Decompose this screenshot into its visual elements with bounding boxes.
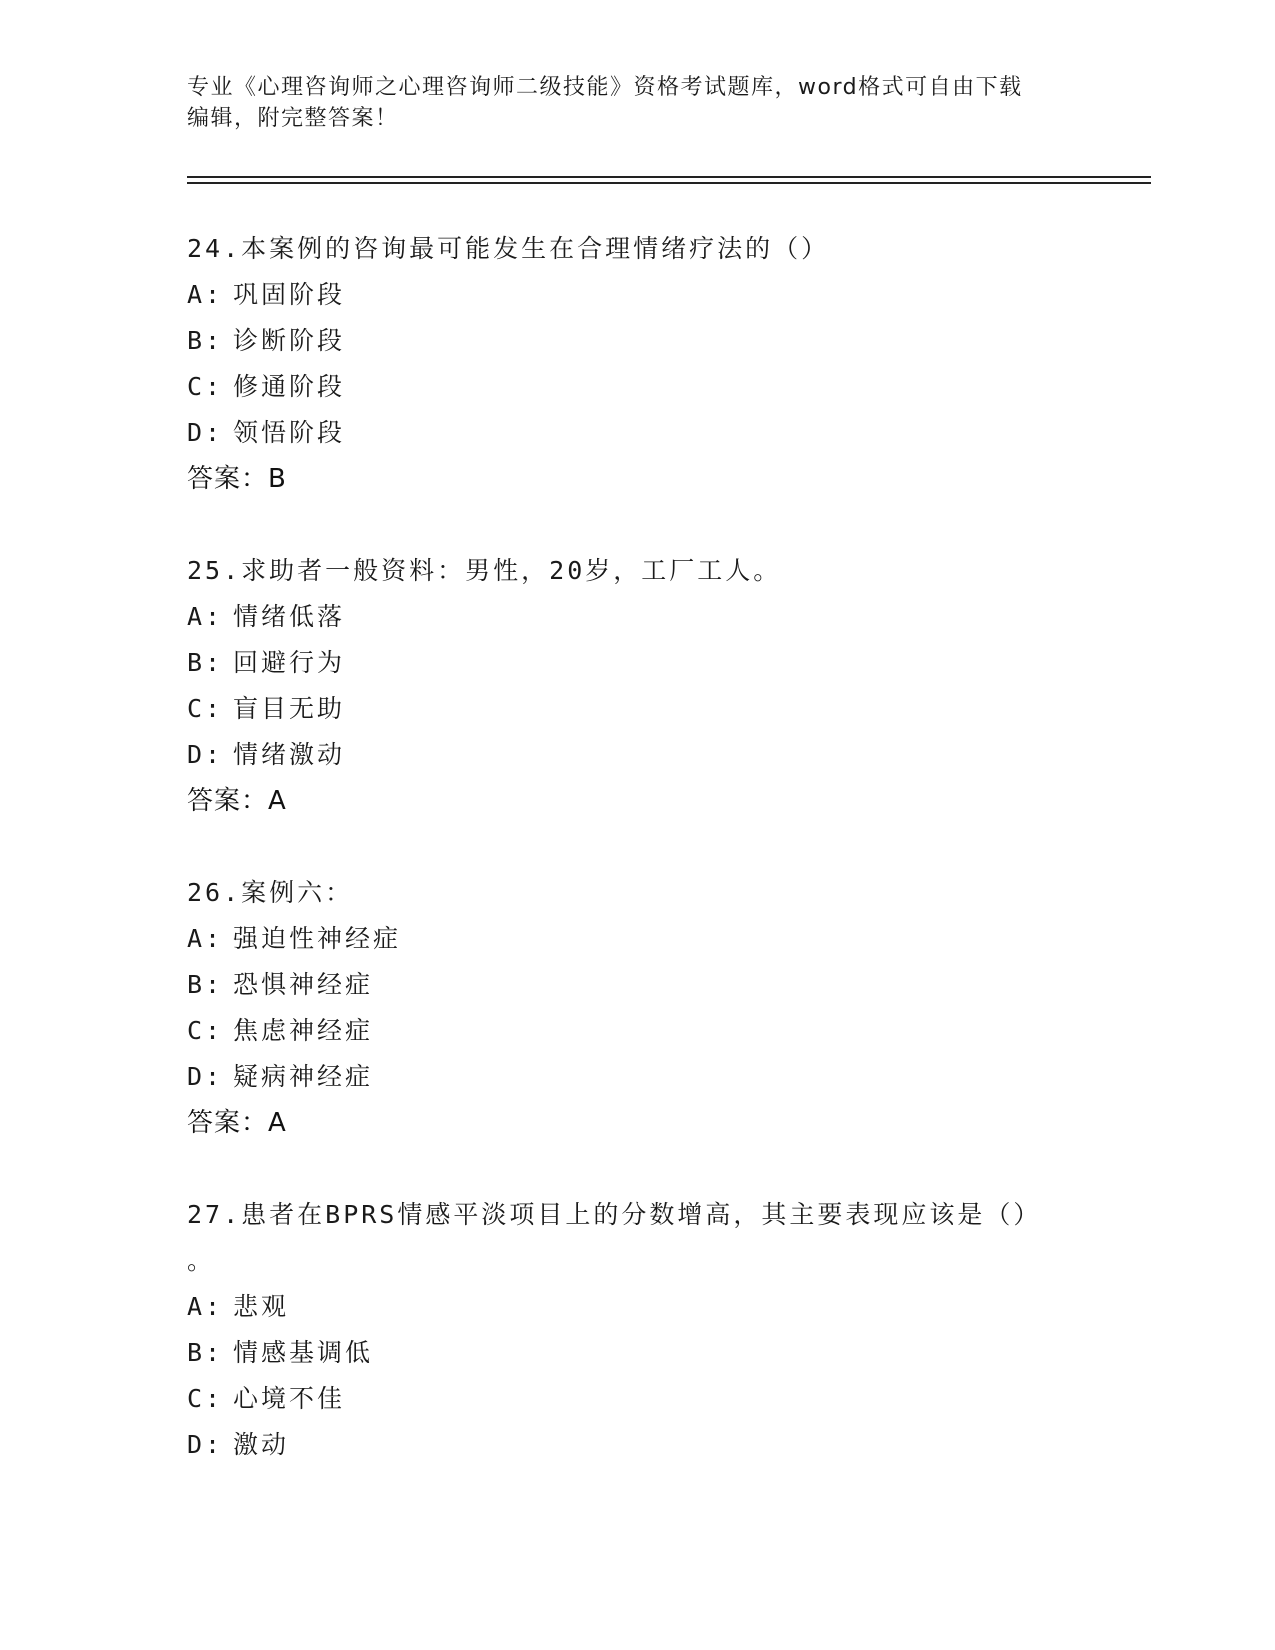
- option-c: [187, 1376, 1087, 1422]
- option-a: [187, 594, 1087, 640]
- option-letter: B:: [187, 648, 224, 677]
- question-stem: 27.患者在BPRS情感平淡项目上的分数增高，其主要表现应该是（）: [187, 1200, 1042, 1229]
- question-24: [187, 226, 1087, 502]
- option-text: 情绪低落: [233, 602, 346, 631]
- header-line-1: 专业《心理咨询师之心理咨询师二级技能》资格考试题库，word格式可自由下载: [187, 75, 1023, 100]
- question-25: [187, 548, 1087, 824]
- option-text: 恐惧神经症: [233, 970, 374, 999]
- option-text: 诊断阶段: [233, 326, 346, 355]
- option-text: 情绪激动: [233, 740, 346, 769]
- question-26: [187, 870, 1087, 1146]
- option-text: 焦虑神经症: [233, 1016, 374, 1045]
- option-c: [187, 364, 1087, 410]
- option-letter: A:: [187, 602, 224, 631]
- option-d: [187, 410, 1087, 456]
- option-c: [187, 1008, 1087, 1054]
- option-letter: C:: [187, 1016, 224, 1045]
- option-text: 巩固阶段: [233, 280, 346, 309]
- option-text: 强迫性神经症: [233, 924, 402, 953]
- option-letter: A:: [187, 1292, 224, 1321]
- option-text: 情感基调低: [233, 1338, 374, 1367]
- option-text: 回避行为: [233, 648, 346, 677]
- header-line-2: 编辑，附完整答案！: [187, 106, 399, 131]
- option-letter: A:: [187, 924, 224, 953]
- option-d: [187, 1422, 1087, 1468]
- answer-label: 答案：A: [187, 1108, 287, 1138]
- option-c: [187, 686, 1087, 732]
- option-text: 悲观: [233, 1292, 290, 1321]
- option-letter: B:: [187, 1338, 224, 1367]
- question-stem-continuation: 。: [187, 1246, 216, 1275]
- option-d: [187, 1054, 1087, 1100]
- option-letter: A:: [187, 280, 224, 309]
- option-b: [187, 962, 1087, 1008]
- question-27: [187, 1192, 1087, 1468]
- option-text: 疑病神经症: [233, 1062, 374, 1091]
- question-stem: 25.求助者一般资料：男性，20岁，工厂工人。: [187, 556, 782, 585]
- document-header: [187, 72, 1087, 134]
- option-text: 修通阶段: [233, 372, 346, 401]
- option-letter: C:: [187, 1384, 224, 1413]
- option-letter: C:: [187, 372, 224, 401]
- header-divider-top: [187, 176, 1151, 178]
- option-text: 盲目无助: [233, 694, 346, 723]
- option-a: [187, 272, 1087, 318]
- option-text: 领悟阶段: [233, 418, 346, 447]
- option-letter: D:: [187, 418, 224, 447]
- option-letter: D:: [187, 1062, 224, 1091]
- option-text: 心境不佳: [233, 1384, 346, 1413]
- option-letter: D:: [187, 740, 224, 769]
- header-divider-bottom: [187, 182, 1151, 184]
- option-b: [187, 1330, 1087, 1376]
- option-a: [187, 1284, 1087, 1330]
- option-letter: D:: [187, 1430, 224, 1459]
- option-letter: B:: [187, 970, 224, 999]
- option-d: [187, 732, 1087, 778]
- option-b: [187, 318, 1087, 364]
- question-stem: 26.案例六：: [187, 878, 354, 907]
- option-text: 激动: [233, 1430, 290, 1459]
- option-letter: C:: [187, 694, 224, 723]
- answer-label: 答案：A: [187, 786, 287, 816]
- option-a: [187, 916, 1087, 962]
- option-letter: B:: [187, 326, 224, 355]
- answer-label: 答案：B: [187, 464, 287, 494]
- question-stem: 24.本案例的咨询最可能发生在合理情绪疗法的（）: [187, 234, 830, 263]
- option-b: [187, 640, 1087, 686]
